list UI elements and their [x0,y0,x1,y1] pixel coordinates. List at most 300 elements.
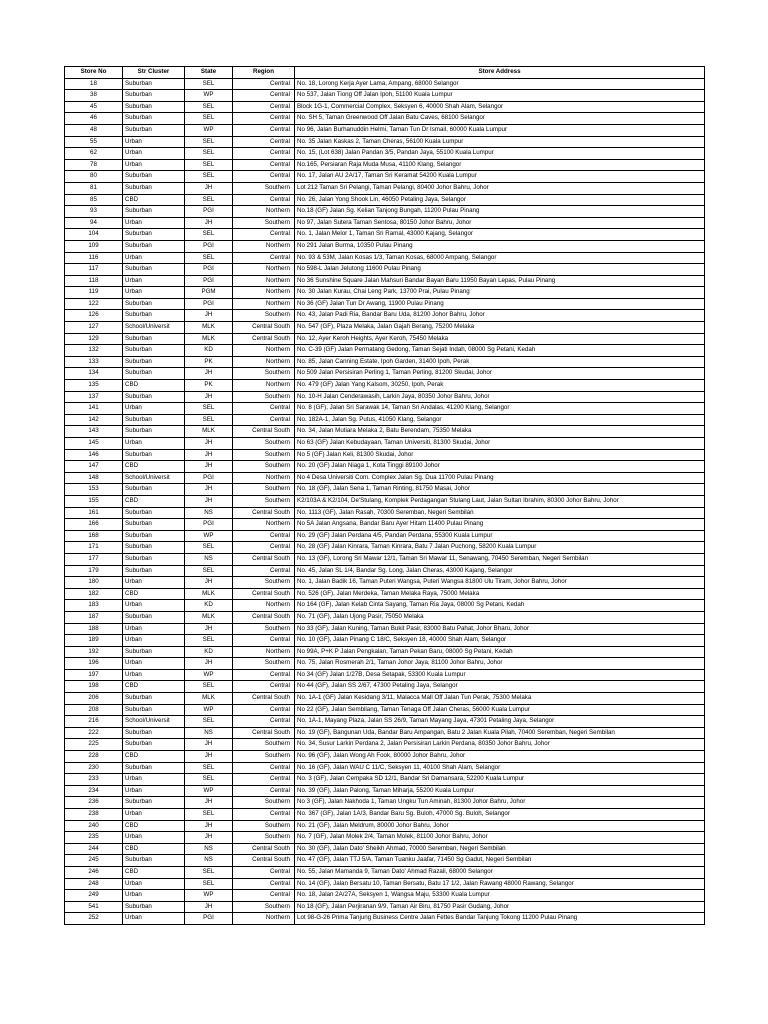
state-cell: MLK [185,611,233,623]
region-cell: Central [233,530,295,542]
str-cluster-cell: Suburban [123,611,185,623]
region-cell: Central South [233,588,295,600]
store-no-cell: 93 [65,206,123,218]
store-address-cell: No. 1, Jalan Melor 1, Taman Sri Ramal, 43000 Kajang, Selangor [295,229,705,241]
str-cluster-cell: Suburban [123,727,185,739]
store-no-cell: 129 [65,333,123,345]
region-cell: Central [233,762,295,774]
store-address-cell: No 5A Jalan Angsana, Bandar Baru Ayer Hitam 11400 Pulau Pinang [295,519,705,531]
table-row [65,739,705,751]
table-row [65,832,705,844]
store-address-cell: No. 35 Jalan Kaskas 2, Taman Cheras, 56100 Kuala Lumpur [295,136,705,148]
state-cell: KD [185,345,233,357]
table-row [65,774,705,786]
region-cell: Central [233,90,295,102]
store-no-cell: 189 [65,635,123,647]
state-cell: JH [185,182,233,194]
store-no-cell: 85 [65,194,123,206]
store-address-cell: No. 1A-1 (GF) Jalan Kesidang 3/11, Malacca Mall Off Jalan Tun Perak, 75300 Melaka [295,693,705,705]
table-row [65,148,705,160]
store-no-cell: 155 [65,495,123,507]
state-cell: JH [185,658,233,670]
table-row [65,380,705,392]
table-row [65,171,705,183]
table-row [65,368,705,380]
state-cell: SEL [185,148,233,160]
store-no-cell: 230 [65,762,123,774]
table-row [65,322,705,334]
store-address-cell: No. 96 (GF), Jalan Wong Ah Fook, 80000 Johor Bahru, Johor [295,751,705,763]
region-cell: Northern [233,472,295,484]
table-row [65,658,705,670]
str-cluster-cell: Urban [123,438,185,450]
store-address-cell: No. 30 Jalan Kurau, Chai Leng Park, 13700 Prai, Pulau Pinang [295,287,705,299]
store-no-cell: 161 [65,507,123,519]
str-cluster-cell: School/Universit [123,472,185,484]
state-cell: SEL [185,113,233,125]
region-cell: Northern [233,345,295,357]
table-row [65,124,705,136]
table-row [65,345,705,357]
str-cluster-cell: School/Universit [123,716,185,728]
table-row [65,449,705,461]
table-row [65,542,705,554]
str-cluster-cell: Urban [123,913,185,925]
str-cluster-cell: Suburban [123,229,185,241]
region-cell: Central [233,403,295,415]
str-cluster-cell: Suburban [123,414,185,426]
str-cluster-cell: Urban [123,890,185,902]
table-row [65,646,705,658]
region-cell: Central [233,681,295,693]
table-row [65,229,705,241]
region-cell: Central [233,148,295,160]
table-row [65,275,705,287]
str-cluster-cell: Suburban [123,206,185,218]
state-cell: NS [185,727,233,739]
store-no-cell: 166 [65,519,123,531]
region-cell: Central [233,704,295,716]
store-no-cell: 78 [65,159,123,171]
state-cell: NS [185,507,233,519]
table-row [65,669,705,681]
str-cluster-cell: Urban [123,217,185,229]
store-address-cell: No. 71 (GF), Jalan Ujong Pasir, 75050 Melaka [295,611,705,623]
state-cell: WP [185,890,233,902]
state-cell: JH [185,739,233,751]
store-no-cell: 132 [65,345,123,357]
region-cell: Northern [233,206,295,218]
store-address-cell: No. 15, (Lot 638) Jalan Pandan 3/5, Pandan Jaya, 55100 Kuala Lumpur [295,148,705,160]
region-cell: Central [233,878,295,890]
state-cell: JH [185,623,233,635]
store-address-cell: No. 479 (GF) Jalan Yang Kalsom, 30250, Ipoh, Perak [295,380,705,392]
str-cluster-cell: Suburban [123,171,185,183]
region-cell: Central South [233,426,295,438]
state-cell: SEL [185,403,233,415]
table-row [65,194,705,206]
table-row [65,78,705,90]
region-cell: Southern [233,820,295,832]
str-cluster-cell: Urban [123,136,185,148]
state-cell: SEL [185,866,233,878]
str-cluster-cell: Suburban [123,310,185,322]
state-cell: SEL [185,774,233,786]
str-cluster-cell: Suburban [123,449,185,461]
region-cell: Northern [233,646,295,658]
state-cell: SEL [185,716,233,728]
state-cell: SEL [185,229,233,241]
store-no-cell: 233 [65,774,123,786]
store-address-cell: No. 526 (GF), Jalan Merdeka, Taman Melaka Raya, 75000 Melaka [295,588,705,600]
table-row [65,913,705,925]
state-cell: PK [185,380,233,392]
store-no-cell: 234 [65,785,123,797]
str-cluster-cell: CBD [123,681,185,693]
str-cluster-cell: Urban [123,635,185,647]
store-address-cell: No. 45, Jalan SL 1/4, Bandar Sg. Long, Jalan Cheras, 43000 Kajang, Selangor [295,565,705,577]
region-cell: Northern [233,600,295,612]
region-cell: Central [233,136,295,148]
str-cluster-cell: Suburban [123,78,185,90]
state-cell: MLK [185,333,233,345]
store-address-cell: No. 13 (GF), Lorong Sri Mawar 12/1, Taman Sri Mawar 11, Senawang, 70450 Seremban, Negeri Sembilan [295,553,705,565]
store-no-cell: 117 [65,264,123,276]
store-no-cell: 222 [65,727,123,739]
store-address-cell: No 36 Sunshine Square Jalan Mahsuri Bandar Bayan Baru 11950 Bayan Lepas, Pulau Pinang [295,275,705,287]
store-address-cell: No. 18, Lorong Kerja Ayer Lama, Ampang, 68000 Selangor [295,78,705,90]
store-no-cell: 238 [65,809,123,821]
store-address-cell: No. 1, Jalan Badik 16, Taman Puteri Wangsa, Puteri Wangsa 81800 Ulu Tiram, Johor Bahru, Johor [295,577,705,589]
store-address-cell: No 18 (GF), Jalan Perjiranan 9/9, Taman Air Biru, 81750 Pasir Gudang, Johor [295,901,705,913]
table-row [65,530,705,542]
store-address-cell: No. 21 (GF), Jalan Meldrum, 80000 Johor Bahru, Johor [295,820,705,832]
region-cell: Southern [233,751,295,763]
store-address-cell: No. 39 (GF), Jalan Palong, Taman Miharja, 55200 Kuala Lumpur [295,785,705,797]
region-cell: Northern [233,380,295,392]
store-no-cell: 198 [65,681,123,693]
table-row [65,890,705,902]
str-cluster-cell: Suburban [123,507,185,519]
store-address-cell: No. 20 (GF) Jalan Niaga 1, Kota Tinggi 89100 Johor [295,461,705,473]
str-cluster-cell: Urban [123,600,185,612]
store-address-cell: No.18 (GF) Jalan Sg. Kelian Tanjong Bungah, 11200 Pulau Pinang [295,206,705,218]
table-row [65,403,705,415]
store-address-cell: No. C-39 (GF) Jalan Permatang Gedong, Taman Sejati Indah, 08000 Sg Petani, Kedah [295,345,705,357]
table-row [65,565,705,577]
store-no-cell: 208 [65,704,123,716]
region-cell: Southern [233,658,295,670]
store-no-cell: 142 [65,414,123,426]
store-no-cell: 145 [65,438,123,450]
state-cell: MLK [185,426,233,438]
store-no-cell: 248 [65,878,123,890]
region-cell: Southern [233,182,295,194]
table-row [65,843,705,855]
table-row [65,217,705,229]
region-cell: Central [233,866,295,878]
str-cluster-cell: Suburban [123,484,185,496]
table-row [65,414,705,426]
str-cluster-cell: Suburban [123,90,185,102]
str-cluster-cell: Suburban [123,333,185,345]
str-cluster-cell: Urban [123,577,185,589]
store-no-cell: 134 [65,368,123,380]
str-cluster-cell: Urban [123,623,185,635]
str-cluster-cell: Suburban [123,565,185,577]
region-cell: Central [233,101,295,113]
str-cluster-cell: Suburban [123,542,185,554]
str-cluster-cell: CBD [123,866,185,878]
store-address-cell: No 164 (GF), Jalan Kelab Cinta Sayang, Taman Ria Jaya, 08000 Sg Petani, Kedah [295,600,705,612]
table-row [65,90,705,102]
state-cell: SEL [185,159,233,171]
state-cell: MLK [185,588,233,600]
store-no-cell: 126 [65,310,123,322]
str-cluster-cell: Urban [123,669,185,681]
state-cell: WP [185,124,233,136]
str-cluster-cell: Suburban [123,182,185,194]
store-address-cell: No.165, Persiaran Raja Muda Musa, 41100 Klang, Selangor [295,159,705,171]
str-cluster-cell: Suburban [123,646,185,658]
store-no-cell: 38 [65,90,123,102]
str-cluster-cell: Urban [123,159,185,171]
state-cell: PGI [185,913,233,925]
store-address-cell: Lot 212 Taman Sri Pelangi, Taman Pelangi, 80400 Johor Bahru, Johor [295,182,705,194]
state-cell: WP [185,669,233,681]
table-row [65,206,705,218]
region-cell: Central [233,194,295,206]
state-cell: MLK [185,693,233,705]
store-address-cell: No. 19 (GF), Bangunan Uda, Bandar Baru Ampangan, Batu 2 Jalan Kuala Pilah, 70400 Seremban, Negeri Sembilan [295,727,705,739]
region-cell: Southern [233,368,295,380]
region-cell: Northern [233,264,295,276]
region-cell: Central [233,809,295,821]
table-row [65,600,705,612]
str-cluster-cell: Urban [123,148,185,160]
region-cell: Central [233,669,295,681]
table-row [65,391,705,403]
store-address-cell: No. 30 (GF), Jalan Dato' Sheikh Ahmad, 70000 Seremban, Negeri Sembilan [295,843,705,855]
region-cell: Northern [233,298,295,310]
store-address-cell: No. 34, Susur Larkin Perdana 2, Jalan Persisiran Larkin Perdana, 80350 Johor Bahru, Johor [295,739,705,751]
region-cell: Northern [233,240,295,252]
state-cell: JH [185,577,233,589]
table-row [65,623,705,635]
str-cluster-cell: CBD [123,751,185,763]
store-no-cell: 116 [65,252,123,264]
store-address-cell: No 63 (GF) Jalan Kebudayaan, Taman Universiti, 81300 Skudai, Johor [295,438,705,450]
store-no-cell: 109 [65,240,123,252]
store-no-cell: 118 [65,275,123,287]
store-address-cell: No. 8 (GF), Jalan Sri Sarawak 14, Taman Sri Andalas, 41200 Klang, Selangor [295,403,705,415]
region-cell: Central [233,774,295,786]
store-address-cell: No. 28 (GF) Jalan Kinrara, Taman Kinrara, Batu 7 Jalan Puchong, 58200 Kuala Lumpur [295,542,705,554]
region-cell: Northern [233,913,295,925]
region-cell: Central [233,113,295,125]
store-address-cell: No. 75, Jalan Rosmerah 2/1, Taman Johor Jaya, 81100 Johor Bahru, Johor [295,658,705,670]
table-row [65,704,705,716]
region-cell: Central South [233,727,295,739]
store-address-cell: Block 1G-1, Commercial Complex, Seksyen 6, 40000 Shah Alam, Selangor [295,101,705,113]
state-cell: PK [185,356,233,368]
store-address-cell: No. 14 (GF), Jalan Bersatu 10, Taman Bersatu, Batu 17 1/2, Jalan Rawang 48000 Rawang, Selangor [295,878,705,890]
store-address-cell: No. 547 (GF), Plaza Melaka, Jalan Gajah Berang, 75200 Melaka [295,322,705,334]
str-cluster-cell: CBD [123,194,185,206]
state-cell: SEL [185,101,233,113]
store-no-cell: 18 [65,78,123,90]
store-no-cell: 197 [65,669,123,681]
header-state: State [185,67,233,79]
str-cluster-cell: Urban [123,785,185,797]
store-address-cell: No. 85, Jalan Canning Estate, Ipoh Garden, 31400 Ipoh, Perak [295,356,705,368]
region-cell: Southern [233,832,295,844]
state-cell: SEL [185,252,233,264]
state-cell: JH [185,310,233,322]
region-cell: Central South [233,507,295,519]
store-no-cell: 143 [65,426,123,438]
store-no-cell: 249 [65,890,123,902]
state-cell: PGI [185,275,233,287]
state-cell: JH [185,368,233,380]
region-cell: Central [233,124,295,136]
str-cluster-cell: Suburban [123,124,185,136]
store-address-cell: No 291 Jalan Burma, 10350 Pulau Pinang [295,240,705,252]
region-cell: Southern [233,495,295,507]
state-cell: WP [185,704,233,716]
store-no-cell: 179 [65,565,123,577]
table-row [65,866,705,878]
store-address-cell: No. 16 (GF), Jalan WAU C 11/C, Seksyen 11, 40100 Shah Alam, Selangor [295,762,705,774]
table-row [65,438,705,450]
str-cluster-cell: Suburban [123,762,185,774]
state-cell: MLK [185,322,233,334]
state-cell: WP [185,90,233,102]
store-no-cell: 192 [65,646,123,658]
store-address-cell: No. 17, Jalan AU 2A/17, Taman Sri Keramat 54200 Kuala Lumpur [295,171,705,183]
state-cell: PGI [185,206,233,218]
store-address-cell: No. 1113 (GF), Jalan Rasah, 70300 Seremban, Negeri Sembilan [295,507,705,519]
region-cell: Southern [233,217,295,229]
store-address-cell: No 537, Jalan Tiong Off Jalan Ipoh, 51100 Kuala Lumpur [295,90,705,102]
region-cell: Southern [233,901,295,913]
str-cluster-cell: CBD [123,820,185,832]
state-cell: JH [185,461,233,473]
str-cluster-cell: Suburban [123,693,185,705]
region-cell: Southern [233,438,295,450]
state-cell: JH [185,901,233,913]
region-cell: Central South [233,553,295,565]
str-cluster-cell: Suburban [123,391,185,403]
state-cell: SEL [185,542,233,554]
store-no-cell: 235 [65,832,123,844]
table-row [65,519,705,531]
store-no-cell: 135 [65,380,123,392]
table-row [65,287,705,299]
table-row [65,751,705,763]
store-no-cell: 183 [65,600,123,612]
state-cell: SEL [185,635,233,647]
region-cell: Central [233,565,295,577]
table-row [65,310,705,322]
table-row [65,727,705,739]
str-cluster-cell: CBD [123,380,185,392]
state-cell: SEL [185,171,233,183]
store-no-cell: 80 [65,171,123,183]
table-row [65,785,705,797]
table-row [65,809,705,821]
store-no-cell: 246 [65,866,123,878]
region-cell: Central [233,542,295,554]
table-row [65,901,705,913]
str-cluster-cell: Suburban [123,426,185,438]
store-address-cell: No. 93 & 53M, Jalan Kosas 1/3, Taman Kosas, 68000 Ampang, Selangor [295,252,705,264]
table-row [65,159,705,171]
store-no-cell: 180 [65,577,123,589]
state-cell: SEL [185,565,233,577]
region-cell: Northern [233,356,295,368]
region-cell: Southern [233,797,295,809]
store-address-cell: No. 367 (GF), Jalan 1A/3, Bandar Baru Sg. Buloh, 47000 Sg. Buloh, Selangor [295,809,705,821]
table-row [65,762,705,774]
state-cell: JH [185,438,233,450]
str-cluster-cell: Suburban [123,345,185,357]
str-cluster-cell: Urban [123,403,185,415]
state-cell: SEL [185,809,233,821]
state-cell: NS [185,553,233,565]
region-cell: Southern [233,449,295,461]
table-row [65,635,705,647]
table-row [65,252,705,264]
state-cell: WP [185,530,233,542]
str-cluster-cell: Urban [123,658,185,670]
str-cluster-cell: Suburban [123,298,185,310]
store-no-cell: 244 [65,843,123,855]
header-store-no: Store No [65,67,123,79]
table-row [65,577,705,589]
state-cell: KD [185,646,233,658]
table-row [65,693,705,705]
store-no-cell: 146 [65,449,123,461]
store-address-cell: No 34 (GF) Jalan 1/27B, Desa Setapak, 53300 Kuala Lumpur [295,669,705,681]
region-cell: Central [233,635,295,647]
table-row [65,553,705,565]
store-no-cell: 171 [65,542,123,554]
store-address-cell: No 4 Desa Universiti Com. Complex Jalan Sg. Dua 11700 Pulau Pinang [295,472,705,484]
store-no-cell: 81 [65,182,123,194]
region-cell: Central South [233,855,295,867]
str-cluster-cell: Suburban [123,101,185,113]
table-row [65,136,705,148]
region-cell: Southern [233,461,295,473]
store-address-cell: No. 18 (GF), Jalan Sena 1, Taman Rinting, 81750 Masai, Johor [295,484,705,496]
table-row [65,797,705,809]
store-address-cell: No. 18, Jalan 2A/27A, Seksyen 1, Wangsa Maju, 53300 Kuala Lumpur [295,890,705,902]
region-cell: Central [233,716,295,728]
state-cell: SEL [185,414,233,426]
store-address-cell: No. SH 5, Taman Greenwood Off Jalan Batu Caves, 68100 Selangor [295,113,705,125]
store-no-cell: 104 [65,229,123,241]
table-row [65,101,705,113]
str-cluster-cell: Suburban [123,113,185,125]
state-cell: NS [185,855,233,867]
table-row [65,681,705,693]
state-cell: JH [185,217,233,229]
store-address-cell: No 509 Jalan Persisiran Perling 1, Taman Perling, 81200 Skudai, Johor [295,368,705,380]
str-cluster-cell: CBD [123,588,185,600]
store-no-cell: 45 [65,101,123,113]
store-no-cell: 196 [65,658,123,670]
